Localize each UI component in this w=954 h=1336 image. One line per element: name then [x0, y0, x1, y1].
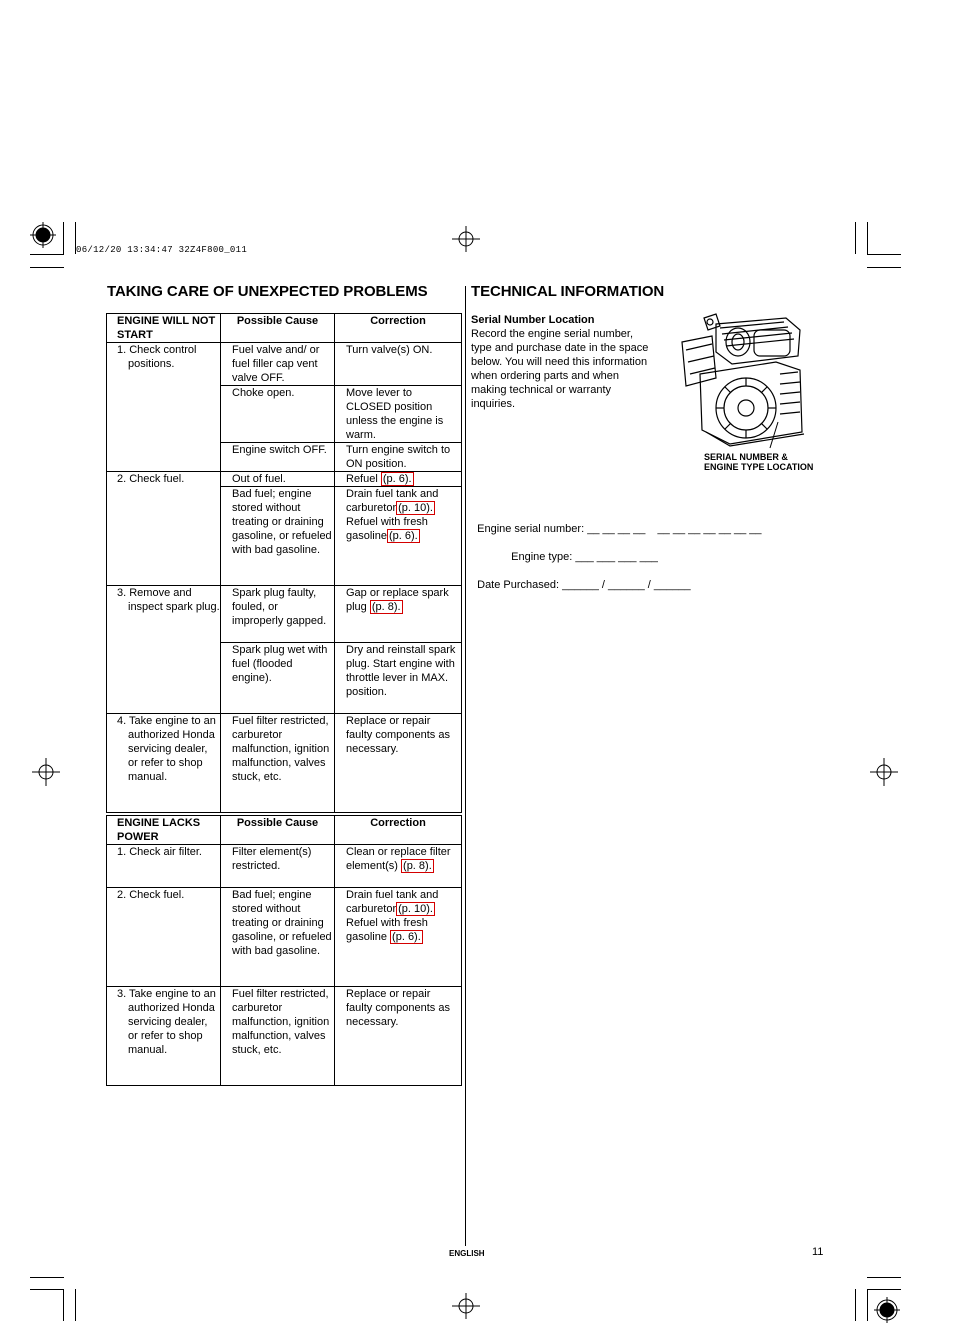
page-reference-link[interactable]: (p. 8). — [371, 601, 401, 613]
date-purchased-line — [471, 564, 691, 592]
crop-mark — [63, 1289, 64, 1321]
possible-cause: Fuel filter restricted, carburetor malfunction, ignition malfunction, valves stuck, etc. — [221, 714, 335, 813]
serial-number-location-block — [471, 313, 649, 411]
crop-mark — [867, 1289, 901, 1290]
correction: Replace or repair faulty components as necessary. — [335, 714, 462, 813]
page-reference-link[interactable]: (p. 10). — [398, 502, 433, 514]
table-header: Possible Cause — [221, 816, 335, 845]
possible-cause: Fuel valve and/ or fuel filler cap vent valve OFF. — [221, 343, 335, 386]
step-label: 1. Check control positions. — [117, 344, 197, 370]
table-header-row — [107, 314, 462, 343]
correction: Gap or replace spark plug — [346, 587, 449, 613]
registration-mark-top-left — [30, 222, 56, 248]
figure-caption — [704, 452, 813, 472]
crop-mark — [30, 1289, 64, 1290]
correction: Drain fuel tank and carburetor — [346, 488, 439, 514]
crop-mark — [30, 254, 64, 255]
print-stamp: 06/12/20 13:34:47 32Z4F800_011 — [76, 245, 248, 255]
crop-mark — [63, 222, 64, 254]
possible-cause: Bad fuel; engine stored without treating or draining gasoline, or refueled with bad gasoline. — [221, 487, 335, 586]
step-label: 4. Take engine to an authorized Honda servicing dealer, or refer to shop manual. — [117, 715, 216, 783]
possible-cause: Filter element(s) restricted. — [221, 845, 335, 888]
correction: Clean or replace filter element(s) — [346, 846, 451, 872]
table-row — [107, 343, 462, 386]
crop-mark — [75, 1289, 76, 1321]
crop-mark — [855, 222, 856, 254]
table-header: Possible Cause — [221, 314, 335, 343]
correction: Turn valve(s) ON. — [335, 343, 462, 386]
table-header: ENGINE WILL NOT START — [107, 314, 221, 343]
step-label: 3. Take engine to an authorized Honda servicing dealer, or refer to shop manual. — [117, 988, 216, 1056]
subheading: Serial Number Location — [471, 314, 595, 326]
date-blanks[interactable]: ______ / ______ / ______ — [562, 579, 691, 591]
possible-cause: Bad fuel; engine stored without treating or draining gasoline, or refueled with bad gasoline. — [221, 888, 335, 987]
serial-blanks[interactable]: __ __ __ __ __ __ __ __ __ __ __ — [587, 523, 762, 535]
correction: Drain fuel tank and carburetor — [346, 889, 439, 915]
registration-mark-bottom-right — [874, 1297, 900, 1323]
table-header: Correction — [335, 314, 462, 343]
crop-mark — [867, 222, 868, 254]
step-label: 2. Check fuel. — [117, 473, 185, 485]
correction: Dry and reinstall spark plug. Start engine with throttle lever in MAX. position. — [335, 643, 462, 714]
page-reference-link[interactable]: (p. 6). — [388, 530, 418, 542]
section-title-problems: TAKING CARE OF UNEXPECTED PROBLEMS — [107, 283, 428, 300]
crosshair-bottom-center — [452, 1293, 480, 1319]
crop-mark — [867, 1277, 901, 1278]
table-row — [107, 586, 462, 643]
table-header: ENGINE LACKS POWER — [107, 816, 221, 845]
table-row — [107, 714, 462, 813]
crop-mark — [30, 1277, 64, 1278]
table-row — [107, 472, 462, 487]
crop-mark — [867, 1289, 868, 1321]
correction: Turn engine switch to ON position. — [335, 443, 462, 472]
table-header-row — [107, 816, 462, 845]
crop-mark — [855, 1289, 856, 1321]
possible-cause: Spark plug wet with fuel (flooded engine). — [221, 643, 335, 714]
correction: Replace or repair faulty components as necessary. — [335, 987, 462, 1086]
body-paragraph: Record the engine serial number, type and purchase date in the space below. You will need this information when ordering parts and when making technical or warranty inquiries. — [471, 328, 649, 410]
page-reference-link[interactable]: (p. 10). — [398, 903, 433, 915]
crosshair-top-center — [452, 226, 480, 252]
crosshair-left-middle — [32, 758, 60, 786]
possible-cause: Fuel filter restricted, carburetor malfunction, ignition malfunction, valves stuck, etc. — [221, 987, 335, 1086]
column-divider — [465, 286, 466, 1246]
page-number: 11 — [812, 1246, 824, 1258]
correction: Refuel with fresh gasoline — [346, 917, 428, 943]
engine-serial-number-line — [471, 508, 762, 536]
footer-language: ENGLISH — [449, 1249, 485, 1258]
correction: Refuel with fresh gasoline — [346, 516, 428, 542]
step-label: 2. Check fuel. — [117, 889, 185, 901]
crosshair-right-middle — [870, 758, 898, 786]
engine-will-not-start-table — [106, 313, 462, 813]
table-row — [107, 987, 462, 1086]
crop-mark — [867, 267, 901, 268]
possible-cause: Out of fuel. — [221, 472, 335, 487]
engine-type-line — [505, 536, 658, 564]
page-reference-link[interactable]: (p. 6). — [382, 473, 412, 485]
date-label: Date Purchased: — [477, 579, 560, 591]
section-title-technical: TECHNICAL INFORMATION — [471, 283, 665, 300]
page-reference-link[interactable]: (p. 6). — [392, 931, 421, 943]
possible-cause: Spark plug faulty, fouled, or improperly gapped. — [221, 586, 335, 643]
correction: Refuel — [346, 473, 378, 485]
step-label: 3. Remove and inspect spark plug. — [117, 587, 220, 613]
type-label: Engine type: — [511, 551, 573, 563]
crop-mark — [30, 267, 64, 268]
table-row — [107, 888, 462, 987]
engine-illustration — [676, 312, 808, 450]
table-header: Correction — [335, 816, 462, 845]
possible-cause: Choke open. — [221, 386, 335, 443]
step-label: 1. Check air filter. — [117, 846, 202, 858]
engine-lacks-power-table — [106, 815, 462, 1086]
figure-caption-line: SERIAL NUMBER & — [704, 452, 788, 462]
figure-caption-line: ENGINE TYPE LOCATION — [704, 462, 814, 472]
type-blanks[interactable]: ___ ___ ___ ___ — [575, 551, 658, 563]
table-row — [107, 845, 462, 888]
correction: Move lever to CLOSED position unless the engine is warm. — [335, 386, 462, 443]
page-reference-link[interactable]: (p. 8). — [403, 860, 432, 872]
serial-label: Engine serial number: — [477, 523, 585, 535]
crop-mark — [867, 254, 901, 255]
possible-cause: Engine switch OFF. — [221, 443, 335, 472]
